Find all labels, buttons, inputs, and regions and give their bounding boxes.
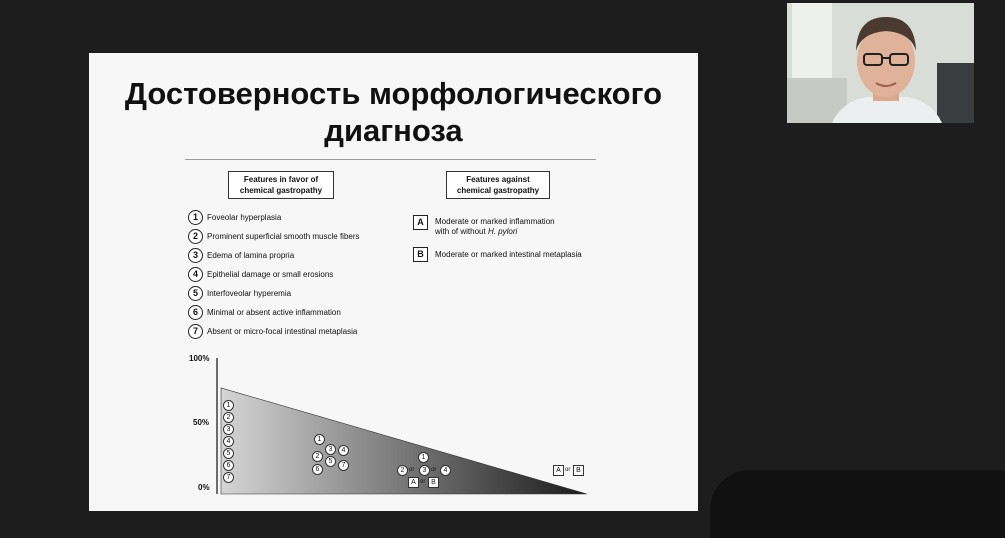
feature-label: Minimal or absent active inflammation [207,308,341,317]
chart-feature-marker: 2 [312,451,323,462]
feature-number: 1 [188,210,203,225]
feature-label: Interfoveolar hyperemia [207,289,292,298]
feature-key: B [413,247,428,262]
feature-label-italic: H. pylori [487,227,518,236]
chart-feature-key: B [573,465,584,476]
chart-feature-marker: 2 [397,465,408,476]
chart-feature-marker: 1 [314,434,325,445]
feature-label: Prominent superficial smooth muscle fibers [207,232,360,241]
chart-feature-marker: 5 [325,456,336,467]
chart-feature-marker: 4 [223,436,234,447]
chart-feature-key: A [553,465,564,476]
slide-title-line2: диагноза [324,113,463,148]
chart-feature-marker: 2 [223,412,234,423]
feature-number: 2 [188,229,203,244]
chart-feature-marker: 3 [325,444,336,455]
chart-feature-marker: 4 [338,445,349,456]
feature-number: 6 [188,305,203,320]
feature-label-text: with of without [435,227,486,236]
probability-area [221,388,587,494]
chart-or-label: or [420,479,426,485]
chart-feature-key: B [428,477,439,488]
chart-feature-marker: 4 [440,465,451,476]
feature-label: Absent or micro-focal intestinal metaplasia [207,327,358,336]
feature-number: 4 [188,267,203,282]
feature-key: A [413,215,428,230]
against-header-line2: chemical gastropathy [456,186,540,195]
chart-feature-marker: 6 [312,464,323,475]
y-tick-label: 0% [198,483,210,492]
feature-label: Foveolar hyperplasia [207,213,282,222]
y-tick-label: 100% [189,354,210,363]
presentation-slide [89,53,698,511]
feature-number: 7 [188,324,203,339]
chart-or-label: or [409,467,415,473]
probability-chart [89,53,698,511]
chart-feature-marker: 6 [223,460,234,471]
chart-feature-marker: 3 [419,465,430,476]
chart-feature-marker: 7 [338,460,349,471]
presenter-avatar [787,3,974,123]
y-tick-label: 50% [193,418,210,427]
chart-feature-marker: 1 [418,452,429,463]
chart-feature-marker: 5 [223,448,234,459]
feature-number: 5 [188,286,203,301]
feature-label: Moderate or marked inflammation [435,217,555,226]
background-shadow [710,470,1005,538]
against-header-line1: Features against [466,175,530,184]
feature-label: Moderate or marked intestinal metaplasia [435,250,582,259]
slide-title-line1: Достоверность морфологического [124,76,663,111]
feature-label: Edema of lamina propria [207,251,295,260]
chart-feature-marker: 1 [223,400,234,411]
favor-header-line2: chemical gastropathy [239,186,323,195]
feature-number: 3 [188,248,203,263]
chart-feature-marker: 3 [223,424,234,435]
chart-or-label: or [431,467,437,473]
feature-label: Epithelial damage or small erosions [207,270,334,279]
chart-or-label: or [565,467,571,473]
chart-feature-marker: 7 [223,472,234,483]
favor-header-line1: Features in favor of [243,175,319,184]
webcam-video [787,3,974,123]
chart-feature-key: A [408,477,419,488]
